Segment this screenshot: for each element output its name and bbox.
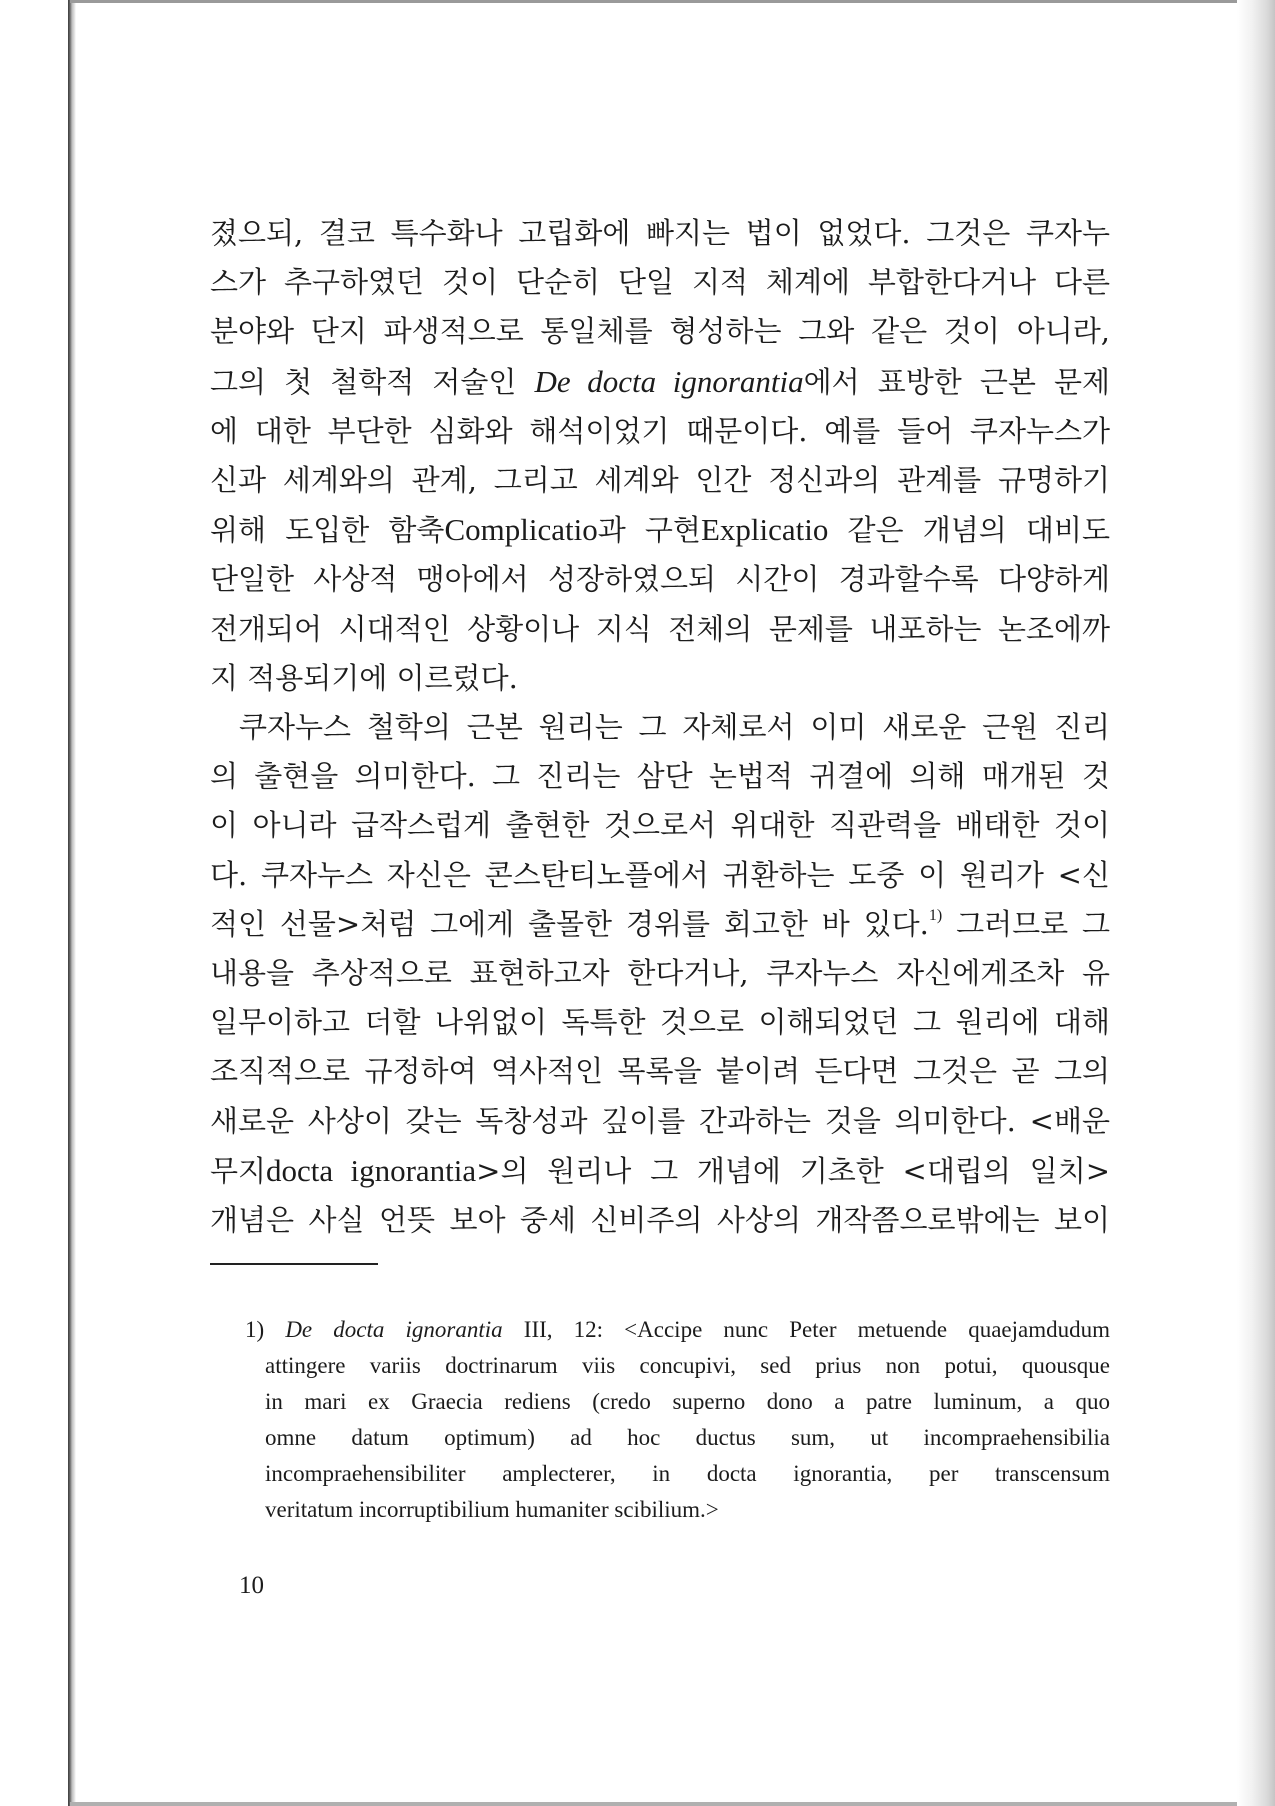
body-line-text: 적인 선물>처럼 그에게 출몰한 경위를 회고한 바 있다. [210,906,929,941]
body-text [210,209,1110,1245]
page-number: 10 [239,1572,264,1599]
page-top-edge [70,0,1270,3]
body-line-text: 그러므로 그 [942,906,1111,941]
body-line-text: 과 구현 [597,513,701,548]
body-line: 신과 세계와의 관계, 그리고 세계와 인간 정신과의 관계를 규명하기 [210,463,1110,498]
body-line: 이 아니라 급작스럽게 출현한 것으로서 위대한 직관력을 배태한 것이 [210,808,1110,843]
body-line [210,357,1110,407]
footnote-line: omne datum optimum) ad hoc ductus sum, ut incompraehensibilia [265,1425,1110,1450]
body-line-text: 위해 도입한 함축 [210,513,445,548]
body-line: 졌으되, 결코 특수화나 고립화에 빠지는 법이 없었다. 그것은 쿠자누 [210,216,1110,250]
body-line-text: 무지 [210,1153,267,1188]
footnote-line: in mari ex Graecia rediens (credo superno dono a patre luminum, a quo [265,1389,1110,1414]
body-line-text: 그의 첫 철학적 저술인 [210,364,535,399]
footnote-reference: III, 12: <Accipe nunc Peter metuende quaejamdudum [502,1317,1110,1342]
footnote-separator [210,1263,378,1265]
page-bottom-edge [70,1802,1270,1806]
latin-title-italic: De docta ignorantia [534,363,804,399]
latin-term: docta ignorantia [266,1152,477,1188]
body-line: 의 출현을 의미한다. 그 진리는 삼단 논법적 귀결에 의해 매개된 것 [210,759,1110,794]
body-line: 전개되어 시대적인 상황이나 지식 전체의 문제를 내포하는 논조에까 [210,611,1110,646]
body-line [210,1146,1110,1196]
body-line: 에 대한 부단한 심화와 해석이었기 때문이다. 예를 들어 쿠자누스가 [210,413,1110,448]
page-outer-margin [0,0,68,1806]
page-right-shadow [1237,0,1275,1806]
body-line: 개념은 사실 언뜻 보아 중세 신비주의 사상의 개작쯤으로밖에는 보이 [210,1203,1110,1238]
footnote-line: veritatum incorruptibilium humaniter scibilium.> [265,1497,719,1522]
footnote-line [245,1312,1110,1348]
footnote-number: 1) [245,1317,265,1342]
body-line: 지 적용되기에 이르렀다. [210,660,518,695]
body-line-text: 같은 개념의 대비도 [828,513,1110,548]
body-line: 분야와 단지 파생적으로 통일체를 형성하는 그와 같은 것이 아니라, [210,314,1110,349]
page-left-edge [68,0,76,1806]
body-line: 다. 쿠자누스 자신은 콘스탄티노플에서 귀환하는 도중 이 원리가 <신 [210,857,1110,892]
body-line: 새로운 사상이 갖는 독창성과 깊이를 간과하는 것을 의미한다. <배운 [210,1103,1110,1138]
body-line: 조직적으로 규정하여 역사적인 목록을 붙이려 든다면 그것은 곧 그의 [210,1054,1110,1089]
latin-term: Complicatio [444,512,598,548]
body-line-text: >의 원리나 그 개념에 기초한 <대립의 일치> [476,1153,1111,1188]
body-line-text: 에서 표방한 근본 문제 [803,364,1111,399]
body-line [210,900,1110,949]
body-line: 내용을 추상적으로 표현하고자 한다거나, 쿠자누스 자신에게조차 유 [210,956,1110,991]
footnote [245,1312,1110,1528]
body-line [210,505,1110,555]
body-line: 일무이하고 더할 나위없이 독특한 것으로 이해되었던 그 원리에 대해 [210,1005,1110,1040]
footnote-marker: 1) [928,906,943,924]
body-line-paragraph-start: 쿠자누스 철학의 근본 원리는 그 자체로서 이미 새로운 근원 진리 [239,710,1110,745]
footnote-title-italic: De docta ignorantia [285,1317,503,1342]
body-line: 단일한 사상적 맹아에서 성장하였으되 시간이 경과할수록 다양하게 [210,562,1110,597]
latin-term: Explicatio [700,512,829,548]
footnote-line: incompraehensibiliter amplecterer, in docta ignorantia, per transcensum [265,1461,1110,1486]
body-line: 스가 추구하였던 것이 단순히 단일 지적 체계에 부합한다거나 다른 [210,265,1110,300]
footnote-line: attingere variis doctrinarum viis concupivi, sed prius non potui, quousque [265,1353,1110,1378]
